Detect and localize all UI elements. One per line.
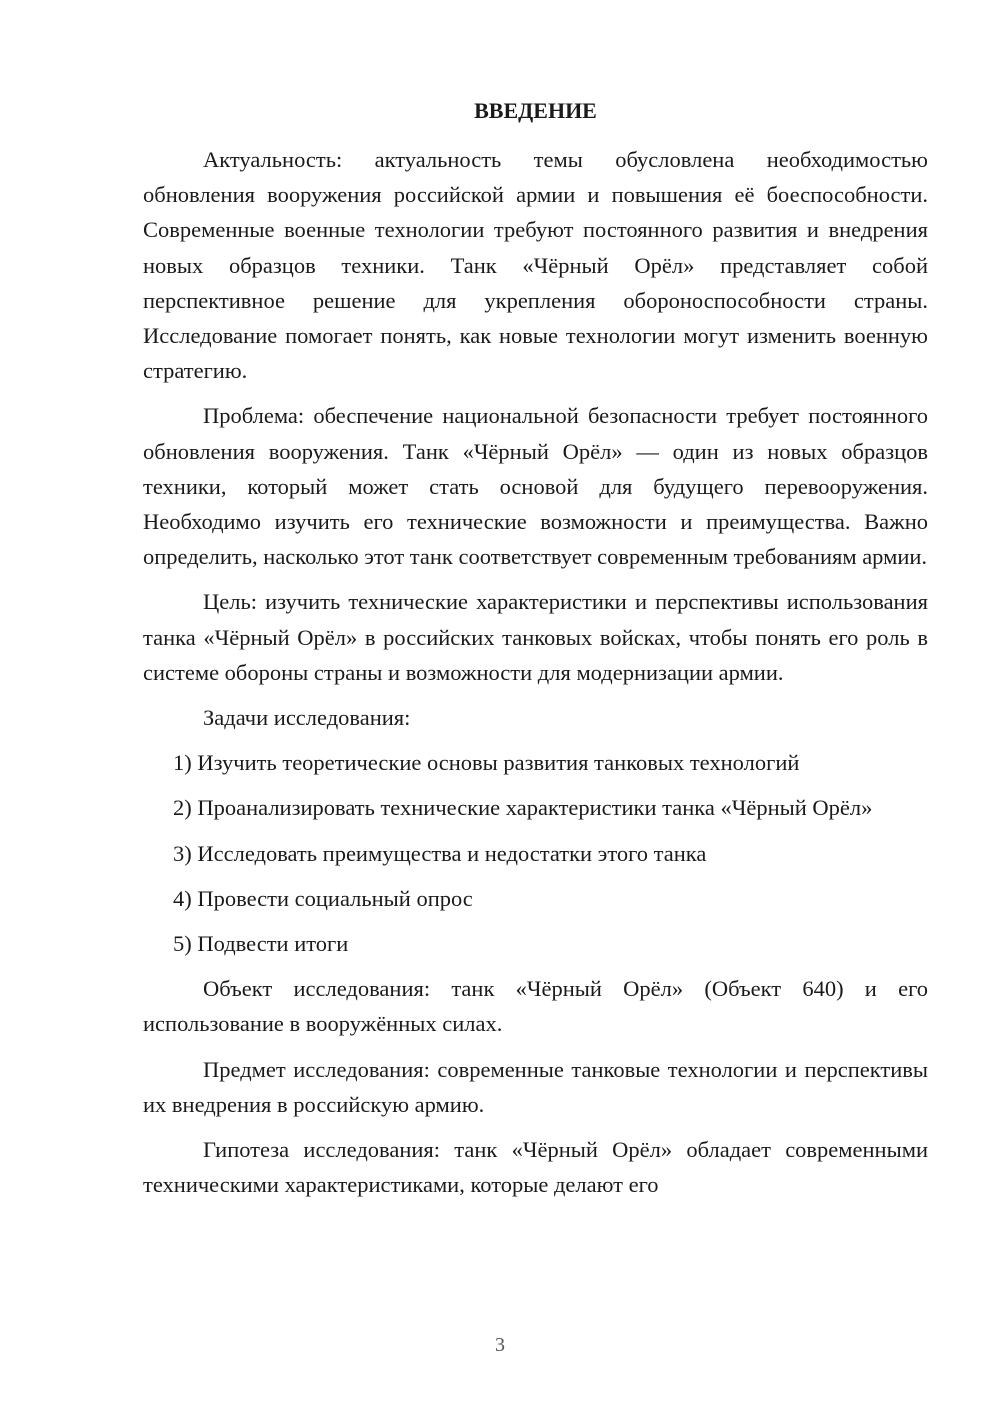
paragraph-tasks-heading: Задачи исследования: [203,705,411,731]
task-item: 4) Провести социальный опрос [173,885,473,911]
task-item: 3) Исследовать преимущества и недостатки этого танка [173,840,707,866]
paragraph-subject: Предмет исследования: современные танковые технологии и перспективы их внедрения в российскую армию. [143,1056,928,1117]
paragraph-goal: Цель: изучить технические характеристики и перспективы использования танка «Чёрный Орёл» в российских танковых войсках, чтобы понять его роль в системе обороны страны и возможности для модернизации армии. [143,589,928,685]
paragraph-object: Объект исследования: танк «Чёрный Орёл» (Объект 640) и его использование в вооружённых силах. [143,976,928,1037]
task-item: 2) Проанализировать технические характеристики танка «Чёрный Орёл» [173,795,873,821]
task-item: 5) Подвести итоги [173,931,349,957]
document-page [143,93,928,1212]
section-heading: ВВЕДЕНИЕ [474,98,597,123]
paragraph-relevance: Актуальность: актуальность темы обусловлена необходимостью обновления вооружения российской армии и повышения её боеспособности. Современные военные технологии требуют постоянного развития и внедрения новых образцов техники. Танк «Чёрный Орёл» представляет собой перспективное решение для укрепления обороноспособности страны. Исследование помогает понять, как новые технологии могут изменить военную стратегию. [143,147,928,384]
paragraph-problem: Проблема: обеспечение национальной безопасности требует постоянного обновления вооружения. Танк «Чёрный Орёл» — один из новых образцов техники, который может стать основой для будущего перевооружения. Необходимо изучить его технические возможности и преимущества. Важно определить, насколько этот танк соответствует современным требованиям армии. [143,403,928,570]
paragraph-hypothesis: Гипотеза исследования: танк «Чёрный Орёл» обладает современными техническими характеристиками, которые делают его [143,1137,928,1198]
task-item: 1) Изучить теоретические основы развития танковых технологий [173,750,800,776]
page-number: 3 [495,1334,505,1356]
